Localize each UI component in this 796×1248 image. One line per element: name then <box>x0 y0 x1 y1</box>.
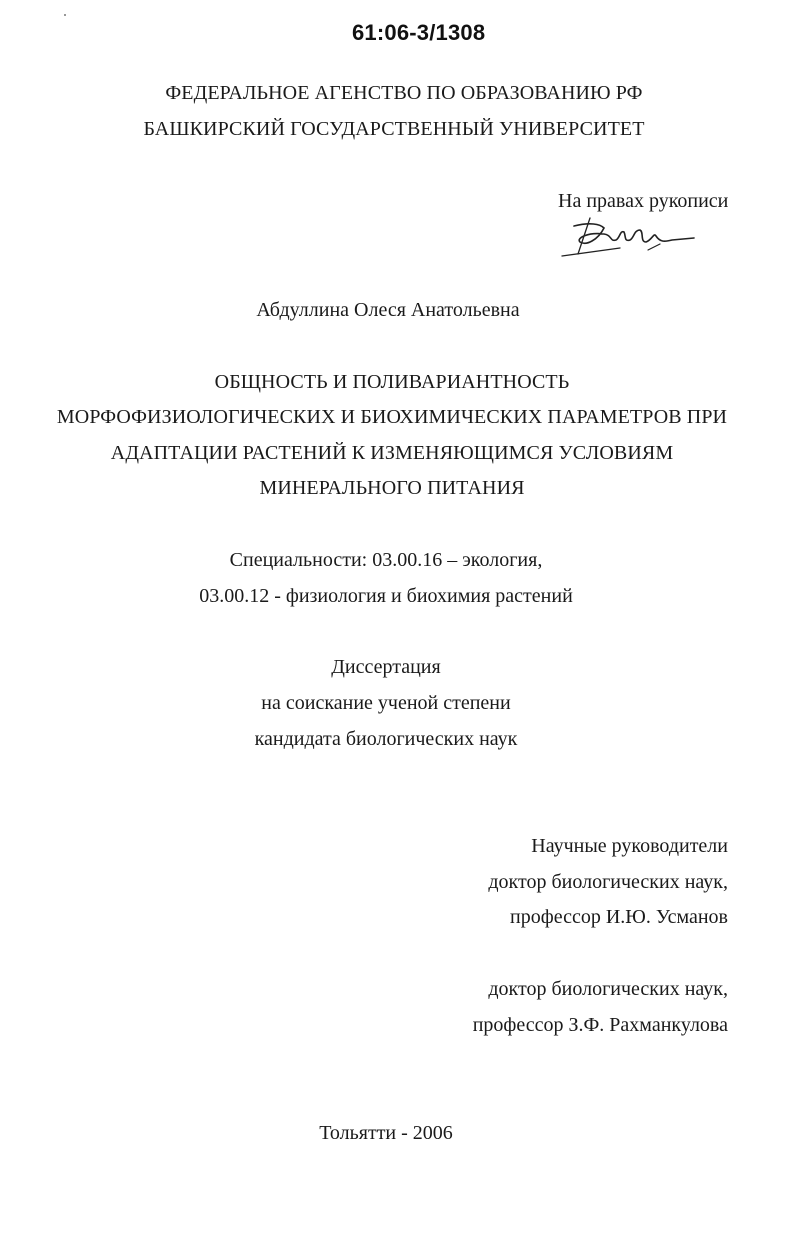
dissertation-label: Диссертация <box>331 656 441 678</box>
supervisor-1-name: профессор И.Ю. Усманов <box>510 906 728 928</box>
title-line-4: МИНЕРАЛЬНОГО ПИТАНИЯ <box>259 477 525 499</box>
library-stamp-code: 61:06-3/1308 <box>352 20 486 45</box>
scan-speck <box>64 14 66 16</box>
title-line-1: ОБЩНОСТЬ И ПОЛИВАРИАНТНОСТЬ <box>214 371 570 393</box>
specialty-line-2: 03.00.12 - физиология и биохимия растений <box>199 585 573 607</box>
author-name: Абдуллина Олеся Анатольевна <box>256 299 520 321</box>
city-and-year: Тольятти - 2006 <box>319 1122 453 1144</box>
title-line-3: АДАПТАЦИИ РАСТЕНИЙ К ИЗМЕНЯЮЩИМСЯ УСЛОВИЯМ <box>110 442 674 464</box>
degree-name: кандидата биологических наук <box>254 728 518 750</box>
manuscript-rights-note: На правах рукописи <box>558 190 729 212</box>
title-line-2: МОРФОФИЗИОЛОГИЧЕСКИХ И БИОХИМИЧЕСКИХ ПАРАМЕТРОВ ПРИ <box>56 406 728 428</box>
supervisors-heading: Научные руководители <box>531 835 728 857</box>
supervisor-2-name: профессор З.Ф. Рахманкулова <box>472 1014 728 1036</box>
supervisor-2-degree: доктор биологических наук, <box>488 978 728 1000</box>
specialty-line-1: Специальности: 03.00.16 – экология, <box>229 549 543 571</box>
agency-name: ФЕДЕРАЛЬНОЕ АГЕНСТВО ПО ОБРАЗОВАНИЮ РФ <box>165 82 643 104</box>
supervisor-1-degree: доктор биологических наук, <box>488 871 728 893</box>
handwritten-signature <box>560 212 710 262</box>
degree-purpose: на соискание ученой степени <box>261 692 511 714</box>
university-name: БАШКИРСКИЙ ГОСУДАРСТВЕННЫЙ УНИВЕРСИТЕТ <box>143 118 645 140</box>
